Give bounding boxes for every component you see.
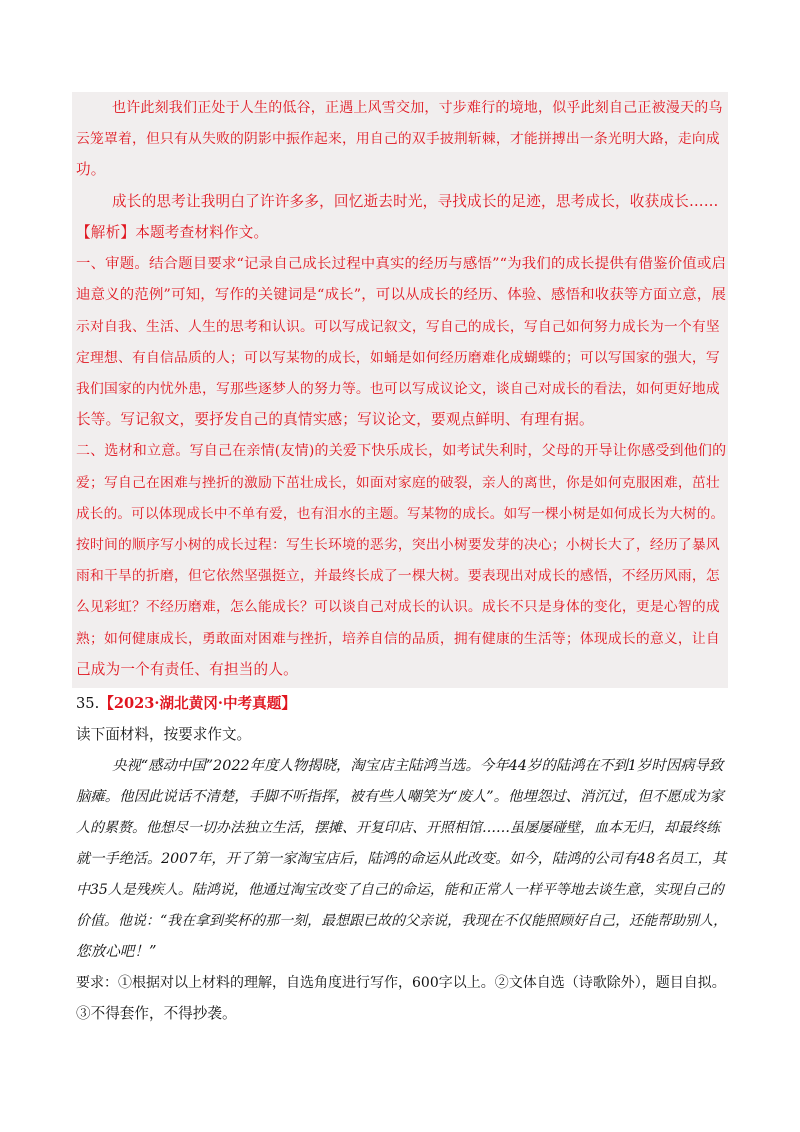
section2-line-6: 么见彩虹？不经历磨难，怎么能成长？可以谈自己对成长的认识。成长不只是身体的变化，更是心智的成 <box>76 599 720 615</box>
answer-p2: 成长的思考让我明白了许许多多，回忆逝去时光，寻找成长的足迹，思考成长，收获成长…… <box>112 193 719 210</box>
section2-line-2: 爱；写自己在困难与挫折的激励下茁壮成长，如面对家庭的破裂，亲人的离世，你是如何克服困难，茁壮 <box>76 475 720 491</box>
analysis-text: 本题考查材料作文。 <box>135 224 269 241</box>
section2-line-3: 成长的。可以体现成长中不单有爱，也有泪水的主题。写某物的成长。如写一棵小树是如何成长为大树的。 <box>76 506 725 522</box>
requirements-line-1: 要求：①根据对以上材料的理解，自选角度进行写作，600字以上。②文体自选（诗歌除外），题目自拟。 <box>76 975 726 991</box>
answer-p1-line-2: 云笼罩着，但只有从失败的阴影中振作起来，用自己的双手披荆斩棘，才能拼搏出一条光明大路，走向成 <box>76 131 720 147</box>
question-number: 35. <box>76 695 100 712</box>
material-line-4: 就一手绝活。2007年，开了第一家淘宝店后，陆鸿的命运从此改变。如今，陆鸿的公司有48名员工，其 <box>76 851 727 867</box>
section1-line-1: 一、审题。结合题目要求“记录自己成长过程中真实的经历与感悟”“为我们的成长提供有借鉴价值或启 <box>76 256 727 272</box>
question-heading <box>76 694 296 714</box>
material-line-7: 您放心吧！” <box>76 943 157 960</box>
material-line-5: 中35人是残疾人。陆鸿说，他通过淘宝改变了自己的命运，能和正常人一样平等地去谈生意，实现自己的 <box>76 882 724 898</box>
material-line-3: 人的累赘。他想尽一切办法独立生活，摆摊、开复印店、开照相馆……虽屡屡碰壁，血本无归，却最终练 <box>76 820 720 836</box>
section2-line-8: 己成为一个有责任、有担当的人。 <box>76 661 298 678</box>
analysis-label: 【解析】 <box>76 224 136 241</box>
section1-line-3: 示对自我、生活、人生的思考和认识。可以写成记叙文，写自己的成长，写自己如何努力成长为一个有坚 <box>76 319 720 335</box>
section1-line-4: 定理想、有自信品质的人；可以写某物的成长，如蛹是如何经历磨难化成蝴蝶的；可以写国家的强大，写 <box>76 350 720 366</box>
section1-line-6: 长等。写记叙文，要抒发自己的真情实感；写议论文，要观点鲜明、有理有据。 <box>76 411 594 428</box>
material-line-6: 价值。他说：“我在拿到奖杯的那一刻，最想跟已故的父亲说，我现在不仅能照顾好自己，还能帮助别人， <box>76 913 728 929</box>
analysis-heading <box>76 223 268 243</box>
question-instruction: 读下面材料，按要求作文。 <box>76 726 252 743</box>
section2-line-7: 熟；如何健康成长，勇敢面对困难与挫折，培养自信的品质，拥有健康的生活等；体现成长的意义，让自 <box>76 631 720 647</box>
material-line-1: 央视“感动中国”2022年度人物揭晓，淘宝店主陆鸿当选。今年44岁的陆鸿在不到1岁时因病导致 <box>112 758 724 774</box>
section2-line-4: 按时间的顺序写小树的成长过程：写生长环境的恶劣，突出小树要发芽的决心；小树长大了，经历了暴风 <box>76 537 720 553</box>
answer-p1-line-3: 功。 <box>76 161 106 178</box>
section2-line-1: 二、选材和立意。写自己在亲情(友情)的关爱下快乐成长，如考试失利时，父母的开导让你感受到他们的 <box>76 443 727 459</box>
question-source: 【2023·湖北黄冈·中考真题】 <box>99 695 296 712</box>
section1-line-2: 迪意义的范例”可知，写作的关键词是“成长”，可以从成长的经历、体验、感悟和收获等方面立意，展 <box>76 287 727 303</box>
section1-line-5: 我们国家的内忧外患，写那些逐梦人的努力等。也可以写成议论文，谈自己对成长的看法，如何更好地成 <box>76 381 720 397</box>
requirements-line-2: ③不得套作，不得抄袭。 <box>76 1005 237 1022</box>
answer-p1-line-1: 也许此刻我们正处于人生的低谷，正遇上风雪交加，寸步难行的境地，似乎此刻自己正被漫天的乌 <box>112 100 723 116</box>
material-line-2: 脑瘫。他因此说话不清楚，手脚不听指挥，被有些人嘲笑为“废人”。他埋怨过、消沉过，但不愿成为家 <box>76 789 724 805</box>
section2-line-5: 雨和干旱的折磨，但它依然坚强挺立，并最终长成了一棵大树。要表现出对成长的感悟，不经历风雨，怎 <box>76 568 720 584</box>
